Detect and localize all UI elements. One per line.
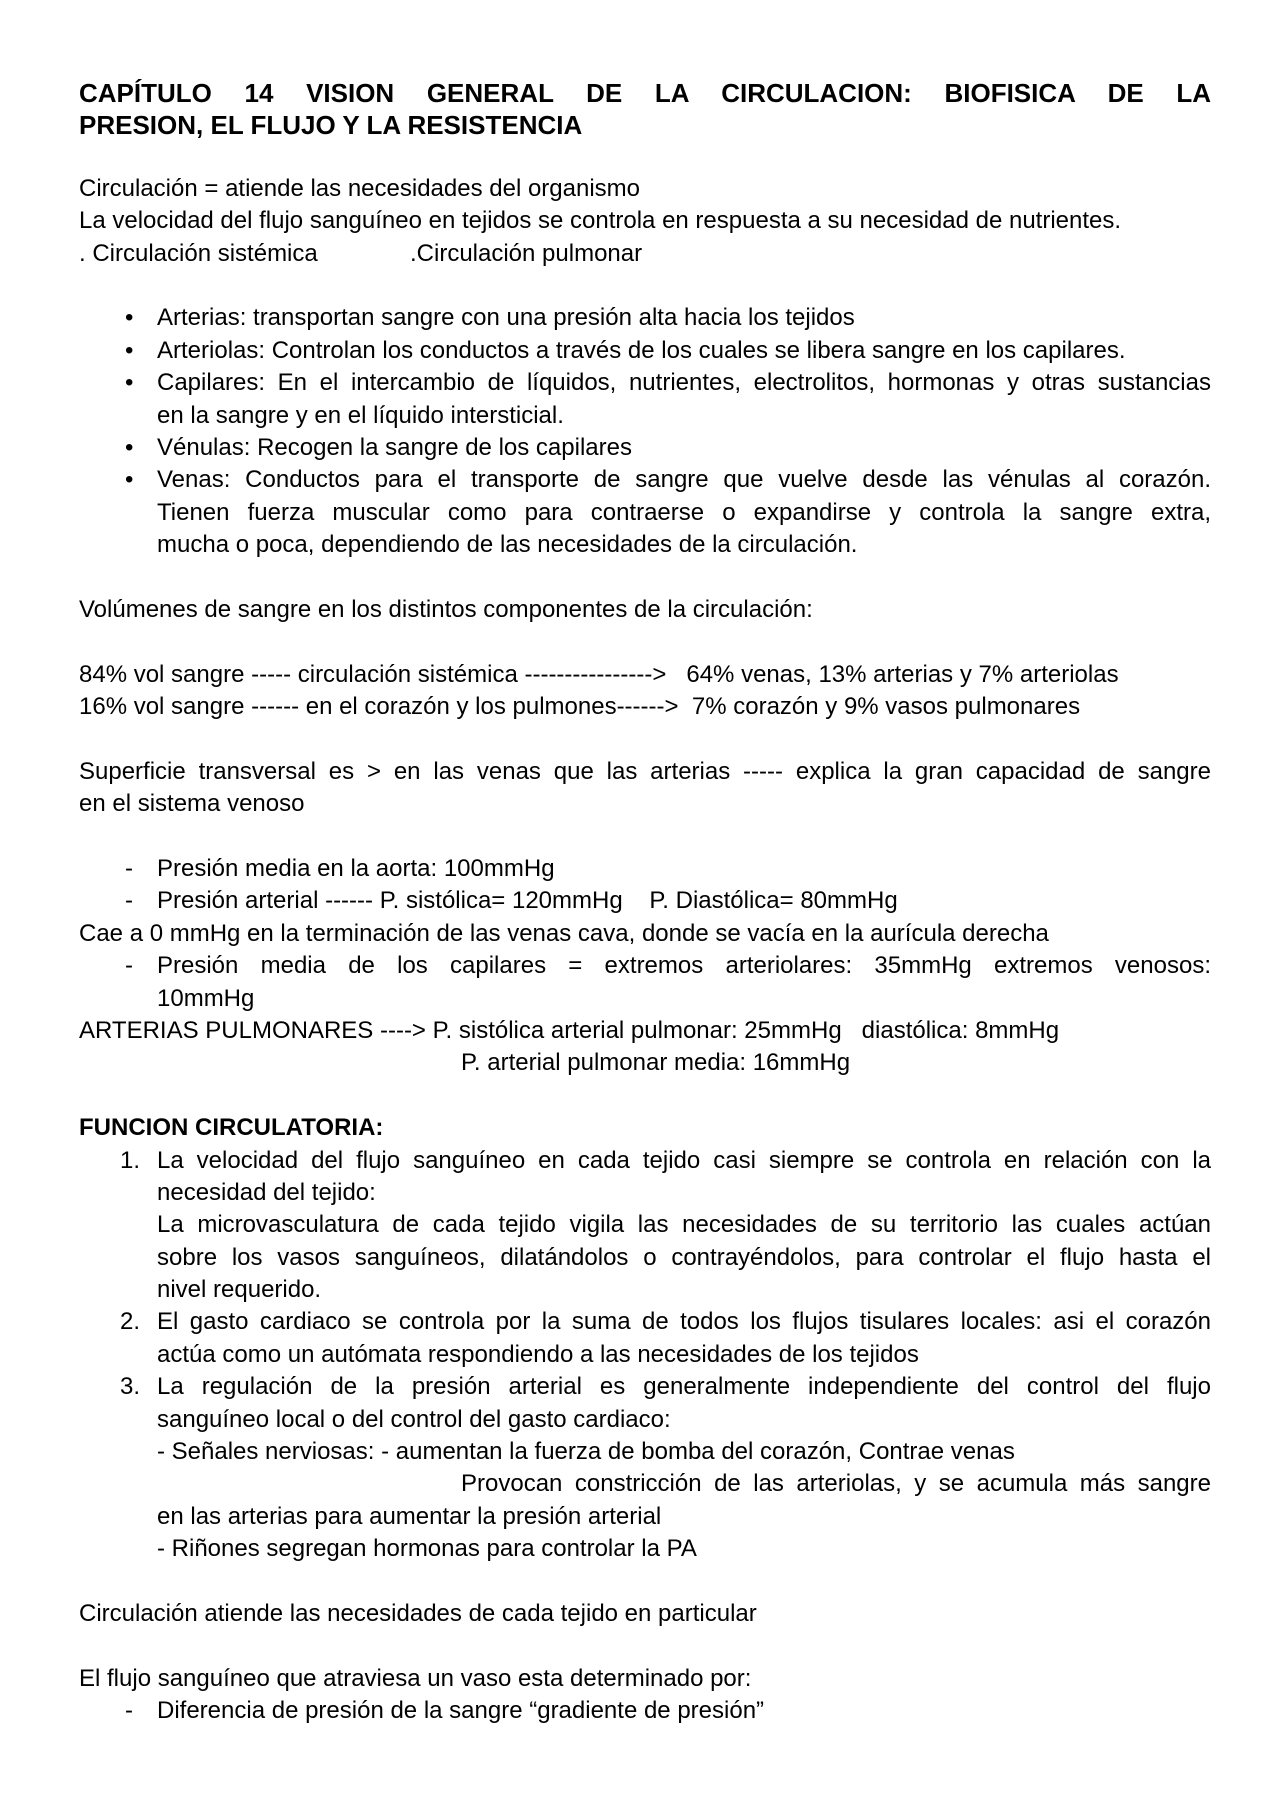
chapter-title xyxy=(79,74,1211,139)
list-item-text: Vénulas: Recogen la sangre de los capilares xyxy=(157,433,632,461)
closing-line: Circulación atiende las necesidades de cada tejido en particular xyxy=(79,1599,757,1627)
list-item xyxy=(79,464,1211,561)
item-text: - Riñones segregan hormonas para controlar la PA xyxy=(157,1535,697,1563)
document-page xyxy=(79,74,1211,1728)
pressure-item xyxy=(79,950,1211,1015)
pressure-text: Presión arterial ------ P. sistólica= 120mmHg P. Diastólica= 80mmHg xyxy=(157,887,898,915)
item-text: sanguíneo local o del control del gasto cardiaco: xyxy=(157,1405,671,1433)
numbered-item xyxy=(79,1145,1211,1307)
list-item xyxy=(79,335,1211,367)
document-body xyxy=(79,173,1211,1728)
list-item-text: Tienen fuerza muscular como para contraerse o expandirse y controla la sangre extra, xyxy=(157,498,1211,526)
volume-row: 16% vol sangre ------ en el corazón y los pulmones------> 7% corazón y 9% vasos pulmonares xyxy=(79,693,1081,721)
pulmonary-circulation: .Circulación pulmonar xyxy=(410,239,643,267)
pressure-text: Presión media en la aorta: 100mmHg xyxy=(157,854,555,882)
flow-factor-text: Diferencia de presión de la sangre “gradiente de presión” xyxy=(157,1697,765,1725)
function-heading: FUNCION CIRCULATORIA: xyxy=(79,1114,384,1142)
list-item xyxy=(79,432,1211,464)
pressure-item xyxy=(79,885,1211,917)
list-item-text: Venas: Conductos para el transporte de sangre que vuelve desde las vénulas al corazón. xyxy=(157,466,1211,494)
item-text: La microvasculatura de cada tejido vigila las necesidades de su territorio las cuales actúan xyxy=(157,1211,1211,1239)
item-text: en las arterias para aumentar la presión arterial xyxy=(157,1502,662,1530)
item-text: La velocidad del flujo sanguíneo en cada tejido casi siempre se controla en relación con la xyxy=(157,1146,1211,1174)
dash-icon: - xyxy=(125,887,133,915)
list-item-text: Arterias: transportan sangre con una presión alta hacia los tejidos xyxy=(157,304,855,332)
list-item xyxy=(79,367,1211,432)
systemic-circulation: . Circulación sistémica xyxy=(79,239,318,267)
intro-line: La velocidad del flujo sanguíneo en tejidos se controla en respuesta a su necesidad de nutrientes. xyxy=(79,207,1122,235)
item-text: actúa como un autómata respondiendo a las necesidades de los tejidos xyxy=(157,1340,919,1368)
list-item-text: en la sangre y en el líquido intersticial. xyxy=(157,401,564,429)
item-text: Provocan constricción de las arteriolas, y se acumula más sangre xyxy=(461,1470,1211,1498)
item-text: - Señales nerviosas: - aumentan la fuerza de bomba del corazón, Contrae venas xyxy=(157,1438,1015,1466)
numbered-item xyxy=(79,1371,1211,1565)
title-line: CAPÍTULO 14 VISION GENERAL DE LA CIRCULACION: BIOFISICA DE LA xyxy=(79,78,1211,108)
title-line: PRESION, EL FLUJO Y LA RESISTENCIA xyxy=(79,110,583,141)
dash-icon: - xyxy=(125,952,133,980)
pressure-text: 10mmHg xyxy=(157,984,255,1012)
pressure-text: Presión media de los capilares = extremos arteriolares: 35mmHg extremos venosos: xyxy=(157,952,1211,980)
surface-line: en el sistema venoso xyxy=(79,790,305,818)
list-item-text: Arteriolas: Controlan los conductos a través de los cuales se libera sangre en los capilares. xyxy=(157,336,1126,364)
list-item-text: Capilares: En el intercambio de líquidos, nutrientes, electrolitos, hormonas y otras sustancias xyxy=(157,369,1211,397)
pulmonary-line: ARTERIAS PULMONARES ----> P. sistólica arterial pulmonar: 25mmHg diastólica: 8mmHg xyxy=(79,1016,1060,1044)
bullet-icon: • xyxy=(125,369,134,397)
bullet-icon: • xyxy=(125,433,134,461)
bullet-icon: • xyxy=(125,336,134,364)
item-number: 2. xyxy=(120,1308,141,1336)
volume-row: 84% vol sangre ----- circulación sistémica ----------------> 64% venas, 13% arterias y 7% arteriolas xyxy=(79,660,1119,688)
pulmonary-line: P. arterial pulmonar media: 16mmHg xyxy=(461,1049,851,1077)
flow-factor-item xyxy=(79,1695,1211,1727)
bullet-icon: • xyxy=(125,304,134,332)
item-text: nivel requerido. xyxy=(157,1276,322,1304)
circulation-types xyxy=(79,238,1211,270)
item-text: necesidad del tejido: xyxy=(157,1178,376,1206)
pressure-item xyxy=(79,853,1211,885)
closing-line: El flujo sanguíneo que atraviesa un vaso esta determinado por: xyxy=(79,1664,752,1692)
list-item-text: mucha o poca, dependiendo de las necesidades de la circulación. xyxy=(157,531,858,559)
list-item xyxy=(79,302,1211,334)
dash-icon: - xyxy=(125,854,133,882)
item-text: sobre los vasos sanguíneos, dilatándolos o contrayéndolos, para controlar el flujo hasta el xyxy=(157,1243,1211,1271)
surface-line: Superficie transversal es > en las venas que las arterias ----- explica la gran capacidad de sangre xyxy=(79,757,1211,785)
item-text: La regulación de la presión arterial es generalmente independiente del control del flujo xyxy=(157,1373,1211,1401)
item-text: El gasto cardiaco se controla por la suma de todos los flujos tisulares locales: asi el corazón xyxy=(157,1308,1211,1336)
dash-icon: - xyxy=(125,1697,133,1725)
cava-line: Cae a 0 mmHg en la terminación de las venas cava, donde se vacía en la aurícula derecha xyxy=(79,919,1049,947)
vessel-list xyxy=(79,302,1211,561)
volumes-heading: Volúmenes de sangre en los distintos componentes de la circulación: xyxy=(79,595,813,623)
intro-line: Circulación = atiende las necesidades del organismo xyxy=(79,174,640,202)
item-number: 1. xyxy=(120,1146,141,1174)
bullet-icon: • xyxy=(125,466,134,494)
numbered-item xyxy=(79,1306,1211,1371)
item-number: 3. xyxy=(120,1373,141,1401)
